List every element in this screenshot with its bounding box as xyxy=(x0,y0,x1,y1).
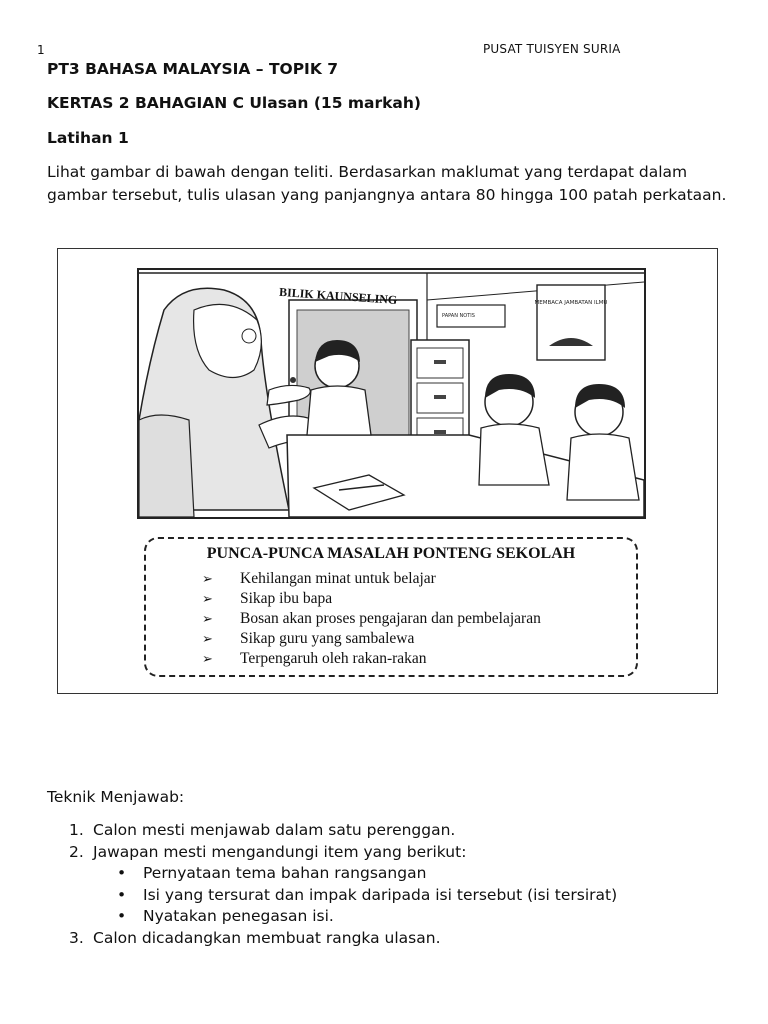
technique-subitem xyxy=(47,863,617,885)
cause-text: Sikap guru yang sambalewa xyxy=(240,630,415,647)
instruction-text: Lihat gambar di bawah dengan teliti. Berdasarkan maklumat yang terdapat dalam gambar tersebut, tulis ulasan yang panjangnya antara 80 hingga 100 patah perkataan. xyxy=(47,163,727,204)
item-number: 2. xyxy=(69,842,84,861)
reading-poster xyxy=(537,285,605,360)
item-text: Calon mesti menjawab dalam satu perenggan. xyxy=(93,821,456,839)
technique-item xyxy=(47,928,617,950)
poster-text: MEMBACA JAMBATAN ILMU xyxy=(534,300,608,306)
arrow-bullet-icon: ➢ xyxy=(202,652,213,667)
cause-text: Bosan akan proses pengajaran dan pembelajaran xyxy=(240,610,541,627)
cause-item xyxy=(202,629,541,649)
main-title: PT3 BAHASA MALAYSIA – TOPIK 7 xyxy=(47,60,339,78)
counseling-room-illustration xyxy=(137,268,646,519)
technique-item xyxy=(47,820,617,842)
arrow-bullet-icon: ➢ xyxy=(202,612,213,627)
cause-text: Terpengaruh oleh rakan-rakan xyxy=(240,650,427,667)
page-number: 1 xyxy=(37,43,45,57)
arrow-bullet-icon: ➢ xyxy=(202,592,213,607)
causes-box-title: PUNCA-PUNCA MASALAH PONTENG SEKOLAH xyxy=(206,545,576,562)
item-text: Calon dicadangkan membuat rangka ulasan. xyxy=(93,928,441,947)
technique-subitem xyxy=(47,885,617,907)
cause-item xyxy=(202,609,541,629)
cause-text: Sikap ibu bapa xyxy=(240,590,333,607)
arrow-bullet-icon: ➢ xyxy=(202,572,213,587)
cause-item xyxy=(202,589,541,609)
technique-list xyxy=(47,820,617,949)
bullet-icon: • xyxy=(117,864,127,882)
technique-item xyxy=(47,842,617,864)
room-sign: BILIK KAUNSELING xyxy=(278,284,398,308)
notice-board-label: PAPAN NOTIS xyxy=(442,313,475,319)
arrow-bullet-icon: ➢ xyxy=(202,632,213,647)
subitem-text: Isi yang tersurat dan impak daripada isi tersebut (isi tersirat) xyxy=(143,885,618,904)
paper-section-title: KERTAS 2 BAHAGIAN C Ulasan (15 markah) xyxy=(47,94,422,112)
item-text: Jawapan mesti mengandungi item yang berikut: xyxy=(93,842,467,861)
technique-heading: Teknik Menjawab: xyxy=(47,788,185,806)
cause-text: Kehilangan minat untuk belajar xyxy=(240,570,436,587)
bullet-icon: • xyxy=(117,885,127,904)
exercise-title: Latihan 1 xyxy=(47,129,129,147)
item-number: 1. xyxy=(69,821,84,839)
chair xyxy=(139,415,194,517)
bullet-icon: • xyxy=(117,907,127,925)
subitem-text: Pernyataan tema bahan rangsangan xyxy=(143,864,427,882)
item-number: 3. xyxy=(69,928,84,947)
technique-subitem xyxy=(47,906,617,928)
counseling-scene-drawing xyxy=(139,270,644,517)
tuition-center-name: PUSAT TUISYEN SURIA xyxy=(483,42,621,56)
causes-box xyxy=(144,537,638,677)
cause-item xyxy=(202,569,541,589)
stimulus-figure xyxy=(57,248,718,694)
causes-list xyxy=(202,569,541,669)
subitem-text: Nyatakan penegasan isi. xyxy=(143,907,334,925)
cause-item xyxy=(202,649,541,669)
